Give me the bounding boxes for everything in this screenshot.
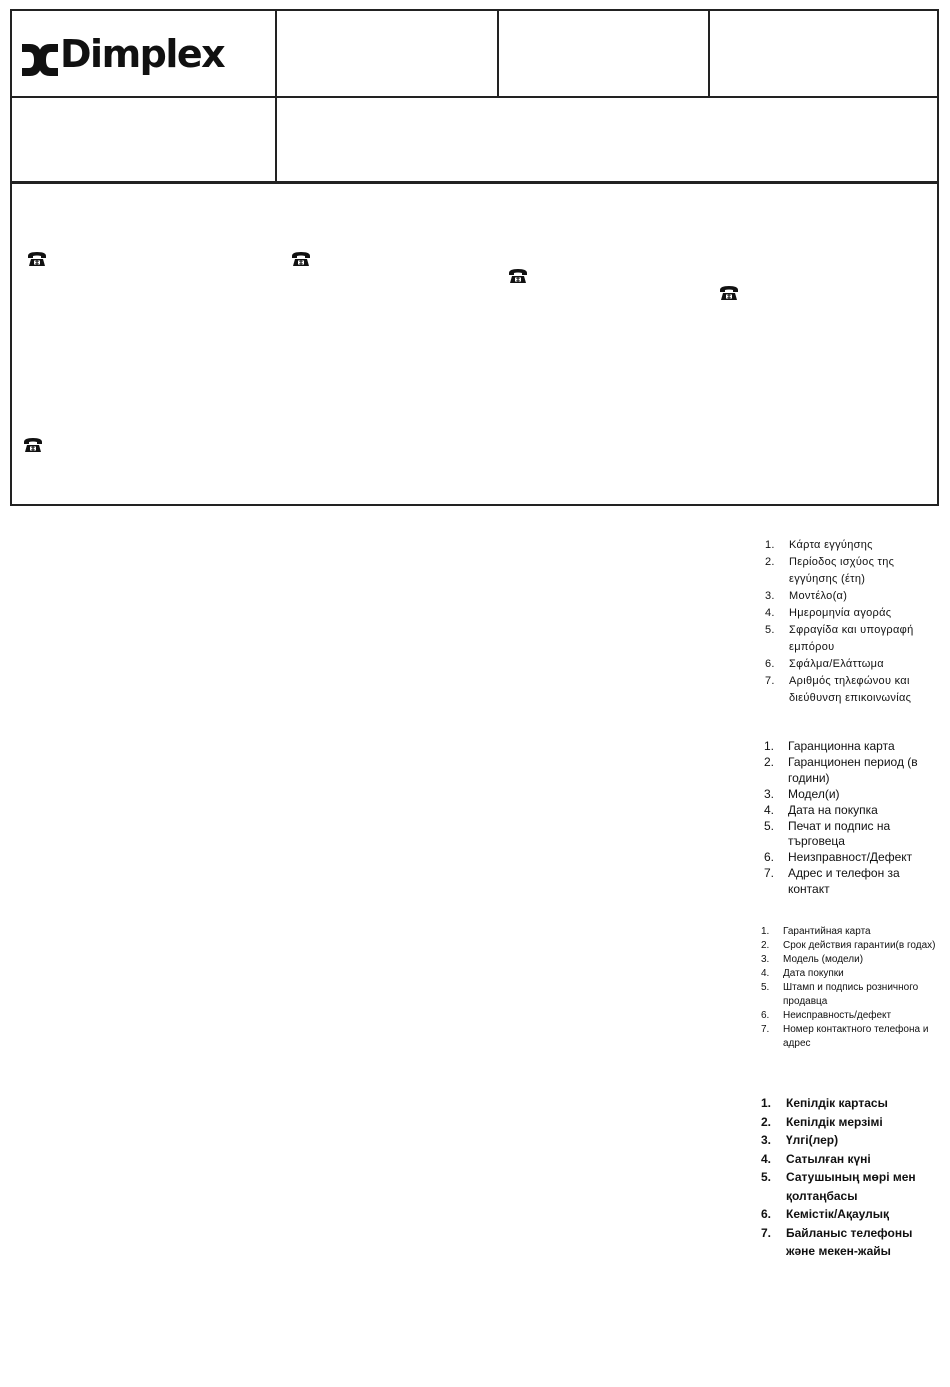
item-number: 1.	[761, 1096, 772, 1110]
item-number: 1.	[761, 926, 770, 937]
form-field-2[interactable]	[499, 11, 710, 98]
list-item	[764, 803, 944, 819]
legend-list-bulgarian	[764, 739, 944, 898]
item-number: 5.	[765, 624, 775, 636]
list-item	[761, 1131, 941, 1150]
item-number: 6.	[765, 658, 775, 670]
list-item	[761, 1009, 941, 1023]
list-item	[761, 1205, 941, 1224]
list-item	[761, 1168, 941, 1205]
item-number: 3.	[761, 1133, 772, 1147]
legend-list-greek	[765, 537, 945, 707]
item-number: 6.	[761, 1010, 770, 1021]
telephone-icon	[508, 268, 528, 284]
item-text: Модель (модели)	[783, 954, 864, 965]
item-text: Байланыс телефоны және мекен-жайы	[786, 1225, 913, 1258]
item-number: 2.	[764, 755, 775, 769]
telephone-icon	[291, 251, 311, 267]
item-text: Кепілдік мерзімі	[786, 1114, 883, 1129]
item-text: Περίοδος ισχύος της εγγύησης (έτη)	[789, 556, 895, 585]
list-item	[761, 939, 941, 953]
list-item	[764, 819, 944, 850]
form-field-3[interactable]	[710, 11, 937, 98]
list-item	[765, 588, 945, 605]
item-number: 3.	[765, 590, 775, 602]
form-field-4[interactable]	[12, 98, 277, 181]
telephone-icon	[719, 285, 739, 301]
logo-cell	[12, 11, 277, 98]
item-number: 4.	[761, 968, 770, 979]
item-text: Кемістік/Ақаулық	[786, 1207, 890, 1221]
list-item	[765, 673, 945, 707]
item-text: Штамп и подпись розничного продавца	[783, 982, 919, 1007]
list-item	[761, 925, 941, 939]
brand-name: Dimplex	[60, 32, 225, 76]
item-number: 7.	[764, 866, 775, 880]
item-number: 3.	[761, 954, 770, 965]
item-text: Σφραγίδα και υπογραφή εμπόρου	[789, 624, 914, 653]
item-text: Дата покупки	[783, 968, 844, 979]
dimplex-logo	[20, 32, 240, 85]
item-number: 4.	[761, 1151, 772, 1166]
item-text: Σφάλμα/Ελάττωμα	[789, 658, 884, 670]
item-text: Κάρτα εγγύησης	[789, 539, 873, 551]
item-number: 2.	[765, 556, 775, 568]
list-item	[761, 981, 941, 1009]
list-item	[764, 755, 944, 786]
list-item	[764, 787, 944, 803]
telephone-icon	[27, 251, 47, 267]
list-item	[761, 1224, 941, 1261]
list-item	[765, 622, 945, 656]
list-item	[761, 1113, 941, 1132]
form-field-1[interactable]	[277, 11, 499, 98]
item-number: 7.	[765, 675, 775, 687]
item-text: Модел(и)	[788, 786, 840, 801]
item-text: Гарантийная карта	[783, 926, 871, 937]
item-number: 2.	[761, 940, 770, 951]
item-text: Сатылған күні	[786, 1151, 871, 1166]
item-number: 3.	[764, 786, 775, 801]
item-number: 5.	[761, 982, 770, 993]
list-item	[764, 739, 944, 755]
item-number: 7.	[761, 1024, 770, 1035]
item-number: 4.	[765, 607, 775, 619]
legend-list-kazakh	[761, 1094, 941, 1261]
item-text: Гаранционна карта	[788, 739, 895, 753]
list-item	[761, 967, 941, 981]
list-item	[765, 537, 945, 554]
item-text: Адрес и телефон за контакт	[788, 866, 900, 896]
list-item	[765, 554, 945, 588]
list-item	[761, 1150, 941, 1169]
list-item	[761, 1023, 941, 1051]
item-number: 1.	[765, 539, 775, 551]
item-text: Μοντέλο(α)	[789, 590, 848, 602]
list-item	[764, 866, 944, 897]
item-text: Сатушының мөрі мен қолтаңбасы	[786, 1170, 916, 1203]
list-item	[761, 1094, 941, 1113]
item-text: Печат и подпис на търговеца	[788, 818, 891, 848]
item-number: 6.	[764, 850, 775, 864]
item-number: 4.	[764, 802, 775, 817]
item-text: Неизправност/Дефект	[788, 850, 913, 864]
item-text: Ημερομηνία αγοράς	[789, 607, 892, 619]
contact-box	[10, 183, 939, 506]
list-item	[765, 656, 945, 673]
legend-list-russian	[761, 925, 941, 1051]
item-text: Номер контактного телефона и адрес	[783, 1024, 929, 1049]
item-text: Дата на покупка	[788, 802, 878, 817]
item-number: 6.	[761, 1207, 772, 1221]
warranty-form-header	[10, 9, 939, 183]
item-text: Кепілдік картасы	[786, 1096, 888, 1110]
item-number: 5.	[761, 1170, 772, 1184]
list-item	[765, 605, 945, 622]
form-field-5[interactable]	[277, 98, 937, 181]
item-number: 7.	[761, 1225, 772, 1240]
item-text: Αριθμός τηλεφώνου και διεύθυνση επικοινωνίας	[789, 675, 912, 704]
dimplex-logo-mark-icon	[20, 43, 60, 77]
item-text: Неисправность/дефект	[783, 1010, 892, 1021]
list-item	[761, 953, 941, 967]
item-text: Гаранционен период (в години)	[788, 755, 918, 785]
item-number: 1.	[764, 739, 775, 753]
list-item	[764, 850, 944, 866]
item-text: Үлгі(лер)	[786, 1133, 839, 1147]
telephone-icon	[23, 437, 43, 453]
item-number: 2.	[761, 1114, 772, 1129]
item-number: 5.	[764, 818, 775, 833]
item-text: Срок действия гарантии(в годах)	[783, 940, 936, 951]
